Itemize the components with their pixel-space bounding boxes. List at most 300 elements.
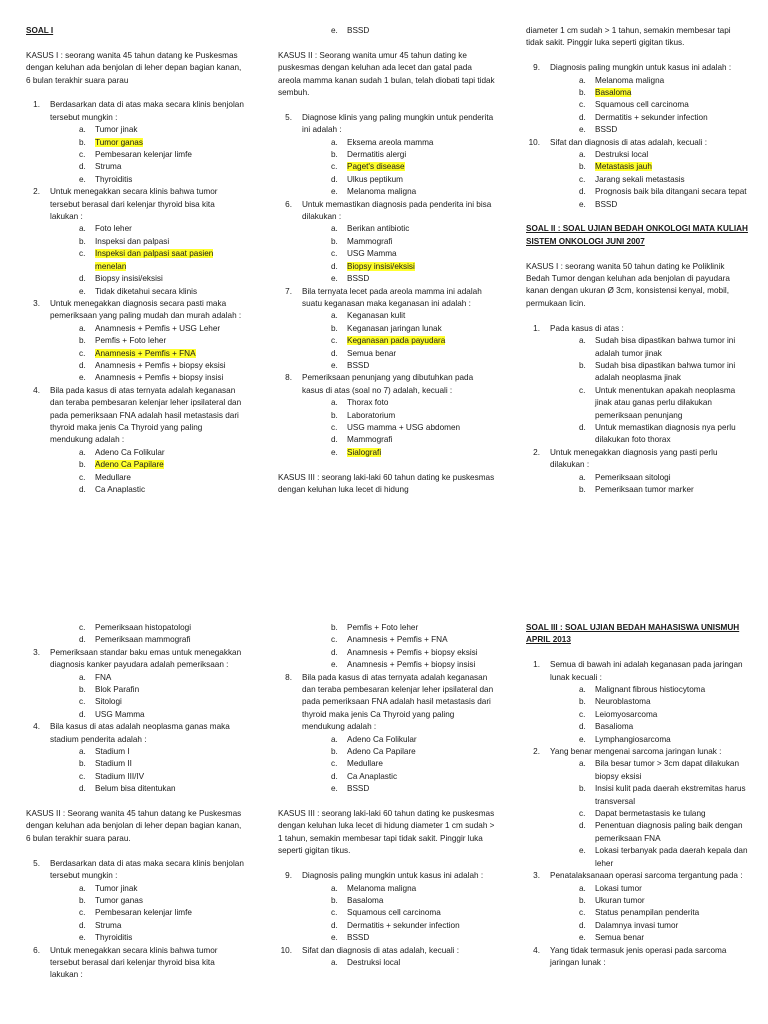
answer-option bbox=[26, 223, 244, 235]
option-text: Basaloma bbox=[347, 895, 384, 905]
option-text: Destruksi local bbox=[347, 957, 401, 967]
option-text: Blok Parafin bbox=[95, 685, 140, 695]
question-text: Untuk menegakkan secara klinis bahwa tumor tersebut berasal dari kelenjar thyroid bisa kita lakukan : bbox=[50, 187, 218, 222]
question-number: 3. bbox=[533, 871, 540, 881]
spacer bbox=[278, 796, 496, 808]
option-text: Tumor jinak bbox=[95, 883, 138, 893]
option-letter: e. bbox=[331, 447, 338, 457]
answer-option bbox=[26, 286, 244, 298]
case-paragraph: KASUS III : seorang laki-laki 60 tahun dating ke puskesmas dengan keluhan luka lecet di hidung bbox=[278, 472, 495, 494]
answer-option bbox=[278, 434, 496, 446]
answer-option bbox=[26, 335, 244, 347]
option-text: Anamnesis + Pemfis + FNA bbox=[347, 635, 448, 645]
answer-option bbox=[278, 174, 496, 186]
question-text: Yang tidak termasuk jenis operasi pada sarcoma jaringan lunak : bbox=[550, 945, 727, 967]
answer-option bbox=[526, 161, 748, 173]
question bbox=[526, 746, 748, 758]
option-letter: d. bbox=[579, 821, 586, 831]
option-letter: a. bbox=[79, 672, 86, 682]
answer-option bbox=[278, 883, 496, 895]
option-letter: c. bbox=[579, 908, 586, 918]
option-text: Pemeriksaan mammografi bbox=[95, 635, 191, 645]
option-text: BSSD bbox=[347, 933, 370, 943]
spacer bbox=[26, 37, 244, 49]
question bbox=[526, 323, 748, 335]
option-letter: e. bbox=[579, 125, 586, 135]
answer-option bbox=[26, 771, 244, 783]
column-3-upper bbox=[526, 25, 748, 496]
answer-option bbox=[26, 709, 244, 721]
spacer bbox=[26, 845, 244, 857]
option-text: Pemfis + Foto leher bbox=[347, 623, 419, 632]
option-letter: c. bbox=[579, 385, 586, 395]
answer-option bbox=[526, 820, 748, 845]
option-letter: a. bbox=[579, 75, 586, 85]
option-text: Pemfis + Foto leher bbox=[95, 336, 167, 346]
option-text: Belum bisa ditentukan bbox=[95, 784, 176, 794]
option-letter: b. bbox=[79, 460, 86, 470]
section-title: SOAL I bbox=[26, 26, 54, 35]
option-letter: c. bbox=[79, 697, 86, 707]
option-letter: b. bbox=[79, 236, 86, 246]
option-letter: e. bbox=[331, 933, 338, 943]
option-letter: c. bbox=[79, 472, 86, 482]
question-text: Pada kasus di atas : bbox=[550, 323, 624, 333]
option-letter: c. bbox=[331, 249, 338, 259]
answer-option bbox=[526, 149, 748, 161]
question-number: 3. bbox=[33, 647, 40, 657]
answer-option bbox=[526, 907, 748, 919]
answer-option bbox=[26, 248, 244, 273]
option-text: Tumor ganas bbox=[95, 895, 143, 905]
answer-option bbox=[278, 310, 496, 322]
question-text: Bila ternyata lecet pada areola mamma ini adalah suatu keganasan maka keganasan ini adalah : bbox=[302, 286, 482, 308]
option-letter: b. bbox=[579, 162, 586, 172]
question-text: Pemeriksaan penunjang yang dibutuhkan pada kasus di atas (soal no 7) adalah, kecuali : bbox=[302, 373, 474, 395]
question bbox=[278, 672, 496, 734]
option-letter: e. bbox=[331, 187, 338, 197]
option-letter: a. bbox=[331, 311, 338, 321]
question-text: Yang benar mengenai sarcoma jaringan lunak : bbox=[550, 747, 722, 757]
option-text: Leiomyosarcoma bbox=[595, 709, 658, 719]
option-letter: c. bbox=[79, 623, 86, 632]
answer-option bbox=[278, 771, 496, 783]
option-letter: c. bbox=[579, 809, 586, 819]
option-text: Malignant fibrous histiocytoma bbox=[595, 685, 706, 695]
option-letter: b. bbox=[331, 895, 338, 905]
question-number: 10. bbox=[280, 945, 292, 955]
answer-option bbox=[278, 348, 496, 360]
option-letter: d. bbox=[331, 435, 338, 445]
answer-option bbox=[526, 758, 748, 783]
answer-option bbox=[278, 957, 496, 969]
option-text: Medullare bbox=[95, 472, 131, 482]
answer-option bbox=[526, 99, 748, 111]
option-text: Dermatitis + sekunder infection bbox=[595, 112, 708, 122]
answer-option bbox=[26, 932, 244, 944]
answer-option bbox=[526, 734, 748, 746]
answer-option bbox=[26, 149, 244, 161]
option-letter: b. bbox=[579, 88, 586, 98]
option-text: Pemeriksaan histopatologi bbox=[95, 623, 192, 632]
option-letter: c. bbox=[331, 635, 338, 645]
option-text: BSSD bbox=[595, 125, 618, 135]
answer-option bbox=[278, 746, 496, 758]
question-number: 1. bbox=[533, 660, 540, 670]
option-text: Dapat bermetastasis ke tulang bbox=[595, 809, 706, 819]
option-text: Mammografi bbox=[347, 236, 393, 246]
question-text: Diagnosis paling mungkin untuk kasus ini adalah : bbox=[550, 63, 732, 73]
option-letter: e. bbox=[79, 373, 86, 383]
question-text: Untuk memastikan diagnosis pada penderita ini bisa dilakukan : bbox=[302, 199, 492, 222]
question bbox=[26, 721, 244, 746]
question-number: 2. bbox=[533, 747, 540, 757]
answer-option bbox=[278, 783, 496, 795]
answer-option bbox=[278, 920, 496, 932]
option-text: Stadium I bbox=[95, 747, 130, 757]
option-text: Untuk menentukan apakah neoplasma jinak atau ganas perlu dilakukan pemeriksaan penunjang bbox=[595, 385, 736, 420]
answer-option bbox=[26, 696, 244, 708]
spacer bbox=[278, 459, 496, 471]
question-text: Berdasarkan data di atas maka secara klinis benjolan tersebut mungkin : bbox=[50, 100, 244, 122]
question-text: Pemeriksaan standar baku emas untuk menegakkan diagnosis kanker payudara adalah pemeriksaan : bbox=[50, 647, 242, 670]
option-text: Melanoma maligna bbox=[347, 883, 417, 893]
option-text: Jarang sekali metastasis bbox=[595, 174, 685, 184]
option-letter: d. bbox=[79, 360, 86, 370]
answer-option bbox=[526, 422, 748, 447]
answer-option bbox=[526, 684, 748, 696]
option-letter: e. bbox=[331, 274, 338, 284]
option-letter: d. bbox=[79, 162, 86, 172]
option-text: Lokasi tumor bbox=[595, 883, 642, 893]
answer-option bbox=[278, 236, 496, 248]
answer-option bbox=[26, 174, 244, 186]
option-letter: a. bbox=[331, 957, 338, 967]
spacer bbox=[26, 87, 244, 99]
option-text: Anamnesis + Pemfis + USG Leher bbox=[95, 323, 221, 333]
option-text: Insisi kulit pada daerah ekstremitas harus transversal bbox=[595, 784, 746, 806]
option-text: Semua benar bbox=[595, 933, 645, 943]
answer-option bbox=[26, 484, 244, 496]
option-text: Status penampilan penderita bbox=[595, 908, 700, 918]
answer-option bbox=[26, 124, 244, 136]
question bbox=[278, 112, 496, 137]
answer-option bbox=[526, 335, 748, 360]
answer-option bbox=[278, 360, 496, 372]
question-number: 8. bbox=[285, 672, 292, 682]
option-text: Neuroblastoma bbox=[595, 697, 651, 707]
question-number: 7. bbox=[285, 286, 292, 296]
answer-option bbox=[278, 422, 496, 434]
option-text: Medullare bbox=[347, 759, 383, 769]
answer-option bbox=[278, 895, 496, 907]
spacer bbox=[526, 211, 748, 223]
option-letter: d. bbox=[579, 920, 586, 930]
option-letter: a. bbox=[579, 150, 586, 160]
question-number: 1. bbox=[33, 100, 40, 110]
highlighted-answer: Inspeksi dan palpasi saat pasien menelan bbox=[95, 249, 214, 271]
option-text: Squamous cell carcinoma bbox=[347, 908, 441, 918]
question-text: Semua di bawah ini adalah keganasan pada jaringan lunak kecuali : bbox=[550, 660, 743, 682]
question bbox=[26, 298, 244, 323]
option-letter: e. bbox=[579, 734, 586, 744]
option-letter: d. bbox=[579, 422, 586, 432]
option-letter: a. bbox=[579, 759, 586, 769]
answer-option bbox=[526, 932, 748, 944]
answer-option bbox=[278, 758, 496, 770]
answer-option bbox=[526, 808, 748, 820]
question-text: Berdasarkan data di atas maka secara klinis benjolan tersebut mungkin : bbox=[50, 858, 244, 881]
question bbox=[26, 385, 244, 447]
spacer bbox=[526, 310, 748, 322]
answer-option bbox=[278, 25, 496, 37]
option-text: Struma bbox=[95, 162, 122, 172]
option-text: Adeno Ca Folikular bbox=[347, 734, 417, 744]
option-letter: e. bbox=[579, 846, 586, 856]
option-letter: a. bbox=[331, 734, 338, 744]
option-letter: b. bbox=[79, 336, 86, 346]
question-text: Sifat dan diagnosis di atas adalah, kecuali : bbox=[302, 945, 460, 955]
question bbox=[526, 447, 748, 472]
question-text: Diagnosis paling mungkin untuk kasus ini adalah : bbox=[302, 871, 484, 881]
option-text: Lokasi terbanyak pada daerah kepala dan leher bbox=[595, 846, 748, 868]
option-text: Tidak diketahui secara klinis bbox=[95, 286, 198, 296]
option-letter: b. bbox=[79, 759, 86, 769]
option-text: Destruksi local bbox=[595, 150, 649, 160]
answer-option bbox=[278, 323, 496, 335]
answer-option bbox=[526, 883, 748, 895]
option-letter: c. bbox=[331, 422, 338, 432]
option-letter: b. bbox=[579, 360, 586, 370]
question-number: 2. bbox=[33, 187, 40, 197]
case-paragraph: KASUS I : seorang wanita 45 tahun datang ke Puskesmas dengan keluhan ada benjolan di leher depan bagian kanan, 6 bulan terakhir suara parau bbox=[26, 50, 242, 85]
question-number: 4. bbox=[33, 722, 40, 732]
answer-option bbox=[26, 372, 244, 384]
highlighted-answer: Tumor ganas bbox=[95, 137, 143, 147]
option-text: Keganasan kulit bbox=[347, 311, 406, 321]
answer-option bbox=[278, 410, 496, 422]
question-number: 2. bbox=[533, 447, 540, 457]
answer-option bbox=[26, 622, 244, 634]
option-letter: e. bbox=[331, 660, 338, 670]
question-text: Bila pada kasus di atas ternyata adalah keganasan dan teraba pembesaran kelenjar leher ipsilateral dan pada pemeriksaan FNA adalah hasil metastasis dari thyroid maka jenis Ca Thyroid yang paling mendukung adalah : bbox=[50, 385, 242, 445]
answer-option bbox=[278, 907, 496, 919]
spacer bbox=[526, 50, 748, 62]
column-3-lower bbox=[526, 622, 748, 969]
option-letter: a. bbox=[579, 336, 586, 346]
option-text: Dalamnya invasi tumor bbox=[595, 920, 679, 930]
highlighted-answer: Basaloma bbox=[595, 88, 632, 98]
option-text: Semua benar bbox=[347, 348, 397, 358]
case-paragraph: KASUS III : seorang laki-laki 60 tahun dating ke puskesmas dengan keluhan luka lecet di hidung diameter 1 cm sudah > 1 tahun, semakin membesar tapi tidak sakit. Pinggir luka seperti gigitan tikus. bbox=[278, 809, 495, 856]
option-text: Eksema areola mamma bbox=[347, 137, 434, 147]
option-letter: e. bbox=[579, 933, 586, 943]
case-paragraph: diameter 1 cm sudah > 1 tahun, semakin membesar tapi tidak sakit. Pinggir luka seperti gigitan tikus. bbox=[526, 26, 731, 48]
question bbox=[278, 870, 496, 882]
option-text: Dermatitis + sekunder infection bbox=[347, 920, 460, 930]
option-letter: a. bbox=[331, 883, 338, 893]
option-text: Laboratorium bbox=[347, 410, 396, 420]
case-paragraph: KASUS II : Seorang wanita 45 tahun datang ke Puskesmas dengan keluhan ada benjolan di leher depan bagian kanan, 6 bulan terakhir suara parau. bbox=[26, 809, 242, 843]
question-text: Untuk menegakkan diagnosis secara pasti maka pemeriksaan yang paling mudah dan murah adalah : bbox=[50, 298, 242, 321]
question bbox=[526, 62, 748, 74]
answer-option bbox=[26, 161, 244, 173]
answer-option bbox=[278, 149, 496, 161]
answer-option bbox=[526, 75, 748, 87]
answer-option bbox=[278, 447, 496, 459]
option-letter: a. bbox=[79, 323, 86, 333]
option-letter: a. bbox=[79, 883, 86, 893]
option-letter: e. bbox=[331, 360, 338, 370]
case-paragraph: KASUS II : Seorang wanita umur 45 tahun dating ke puskesmas dengan keluhan ada lecet dan gatal pada areola mamma kanan sudah 1 bulan, telah diobati tapi tidak sembuh. bbox=[278, 50, 495, 98]
option-text: Melanoma maligna bbox=[595, 75, 665, 85]
option-letter: d. bbox=[331, 174, 338, 184]
option-text: Berikan antibiotic bbox=[347, 224, 410, 234]
answer-option bbox=[278, 248, 496, 260]
option-text: BSSD bbox=[347, 26, 370, 35]
option-letter: b. bbox=[79, 685, 86, 695]
answer-option bbox=[526, 186, 748, 198]
option-text: Sudah bisa dipastikan bahwa tumor ini adalah tumor jinak bbox=[595, 336, 736, 358]
option-letter: b. bbox=[331, 623, 338, 632]
option-text: Penentuan diagnosis paling baik dengan pemeriksaan FNA bbox=[595, 821, 743, 843]
option-letter: a. bbox=[79, 224, 86, 234]
option-text: Thyroiditis bbox=[95, 933, 133, 943]
answer-option bbox=[526, 87, 748, 99]
option-letter: a. bbox=[579, 685, 586, 695]
option-letter: d. bbox=[79, 920, 86, 930]
answer-option bbox=[278, 932, 496, 944]
question-number: 5. bbox=[285, 112, 292, 122]
answer-option bbox=[26, 746, 244, 758]
option-text: Ca Anaplastic bbox=[347, 771, 398, 781]
question bbox=[26, 858, 244, 883]
option-text: Melanoma maligna bbox=[347, 187, 417, 197]
question bbox=[26, 647, 244, 672]
answer-option bbox=[278, 261, 496, 273]
question-text: Untuk menegakkan secara klinis bahwa tumor tersebut berasal dari kelenjar thyroid bisa kita lakukan : bbox=[50, 945, 218, 980]
answer-option bbox=[526, 360, 748, 385]
answer-option bbox=[26, 684, 244, 696]
question bbox=[526, 659, 748, 684]
option-text: FNA bbox=[95, 672, 112, 682]
option-letter: b. bbox=[579, 784, 586, 794]
answer-option bbox=[526, 199, 748, 211]
option-text: Anamnesis + Pemfis + biopsy insisi bbox=[95, 373, 224, 383]
answer-option bbox=[26, 895, 244, 907]
answer-option bbox=[526, 845, 748, 870]
question-text: Penatalaksanaan operasi sarcoma tergantung pada : bbox=[550, 871, 743, 881]
option-text: Adeno Ca Folikular bbox=[95, 447, 165, 457]
answer-option bbox=[526, 124, 748, 136]
option-letter: a. bbox=[331, 398, 338, 408]
option-letter: b. bbox=[79, 137, 86, 147]
option-letter: d. bbox=[331, 261, 338, 271]
answer-option bbox=[26, 783, 244, 795]
option-text: Inspeksi dan palpasi bbox=[95, 236, 170, 246]
highlighted-answer: Biopsy insisi/eksisi bbox=[347, 261, 415, 271]
answer-option bbox=[526, 484, 748, 496]
option-letter: c. bbox=[579, 100, 586, 110]
option-letter: c. bbox=[331, 908, 338, 918]
option-letter: d. bbox=[579, 112, 586, 122]
option-text: Biopsy insisi/eksisi bbox=[95, 274, 163, 284]
option-text: Bila besar tumor > 3cm dapat dilakukan biopsy eksisi bbox=[595, 759, 740, 781]
option-text: Stadium II bbox=[95, 759, 132, 769]
question-number: 9. bbox=[285, 871, 292, 881]
answer-option bbox=[26, 907, 244, 919]
answer-option bbox=[26, 236, 244, 248]
question bbox=[278, 286, 496, 311]
highlighted-answer: Metastasis jauh bbox=[595, 162, 652, 172]
question-number: 10. bbox=[528, 137, 540, 147]
option-text: BSSD bbox=[595, 199, 618, 209]
answer-option bbox=[526, 112, 748, 124]
highlighted-answer: Sialografi bbox=[347, 447, 382, 457]
option-letter: b. bbox=[331, 323, 338, 333]
question-number: 9. bbox=[533, 63, 540, 73]
column-1-upper bbox=[26, 25, 244, 496]
option-letter: d. bbox=[79, 709, 86, 719]
spacer bbox=[26, 796, 244, 808]
answer-option bbox=[278, 397, 496, 409]
answer-option bbox=[526, 920, 748, 932]
answer-option bbox=[26, 447, 244, 459]
answer-option bbox=[26, 273, 244, 285]
answer-option bbox=[26, 360, 244, 372]
option-text: Sudah bisa dipastikan bahwa tumor ini adalah neoplasma jinak bbox=[595, 360, 736, 383]
option-text: Ca Anaplastic bbox=[95, 485, 146, 494]
highlighted-answer: Paget's disease bbox=[347, 162, 405, 172]
option-text: Keganasan jaringan lunak bbox=[347, 323, 442, 333]
spacer bbox=[278, 99, 496, 111]
option-text: Squamous cell carcinoma bbox=[595, 100, 689, 110]
question bbox=[526, 870, 748, 882]
question bbox=[26, 186, 244, 223]
question bbox=[278, 372, 496, 397]
question-number: 3. bbox=[33, 298, 40, 308]
spacer bbox=[526, 248, 748, 260]
option-text: Ulkus peptikum bbox=[347, 174, 403, 184]
highlighted-answer: Keganasan pada payudara bbox=[347, 336, 446, 346]
option-text: Mammografi bbox=[347, 435, 393, 445]
option-text: Tumor jinak bbox=[95, 125, 138, 135]
answer-option bbox=[526, 472, 748, 484]
option-text: Anamnesis + Pemfis + biopsy eksisi bbox=[95, 360, 226, 370]
option-letter: a. bbox=[79, 447, 86, 457]
answer-option bbox=[278, 622, 496, 634]
answer-option bbox=[26, 323, 244, 335]
answer-option bbox=[278, 634, 496, 646]
answer-option bbox=[526, 696, 748, 708]
answer-option bbox=[278, 335, 496, 347]
option-letter: d. bbox=[79, 485, 86, 494]
option-letter: c. bbox=[331, 162, 338, 172]
option-text: Dermatitis alergi bbox=[347, 150, 407, 160]
option-letter: a. bbox=[79, 125, 86, 135]
question bbox=[526, 137, 748, 149]
question bbox=[26, 945, 244, 982]
option-text: Adeno Ca Papilare bbox=[347, 747, 416, 757]
answer-option bbox=[278, 161, 496, 173]
option-letter: d. bbox=[331, 771, 338, 781]
option-text: Thorax foto bbox=[347, 398, 389, 408]
option-letter: e. bbox=[579, 199, 586, 209]
option-text: Foto leher bbox=[95, 224, 132, 234]
answer-option bbox=[26, 472, 244, 484]
option-text: BSSD bbox=[347, 274, 370, 284]
answer-option bbox=[278, 223, 496, 235]
